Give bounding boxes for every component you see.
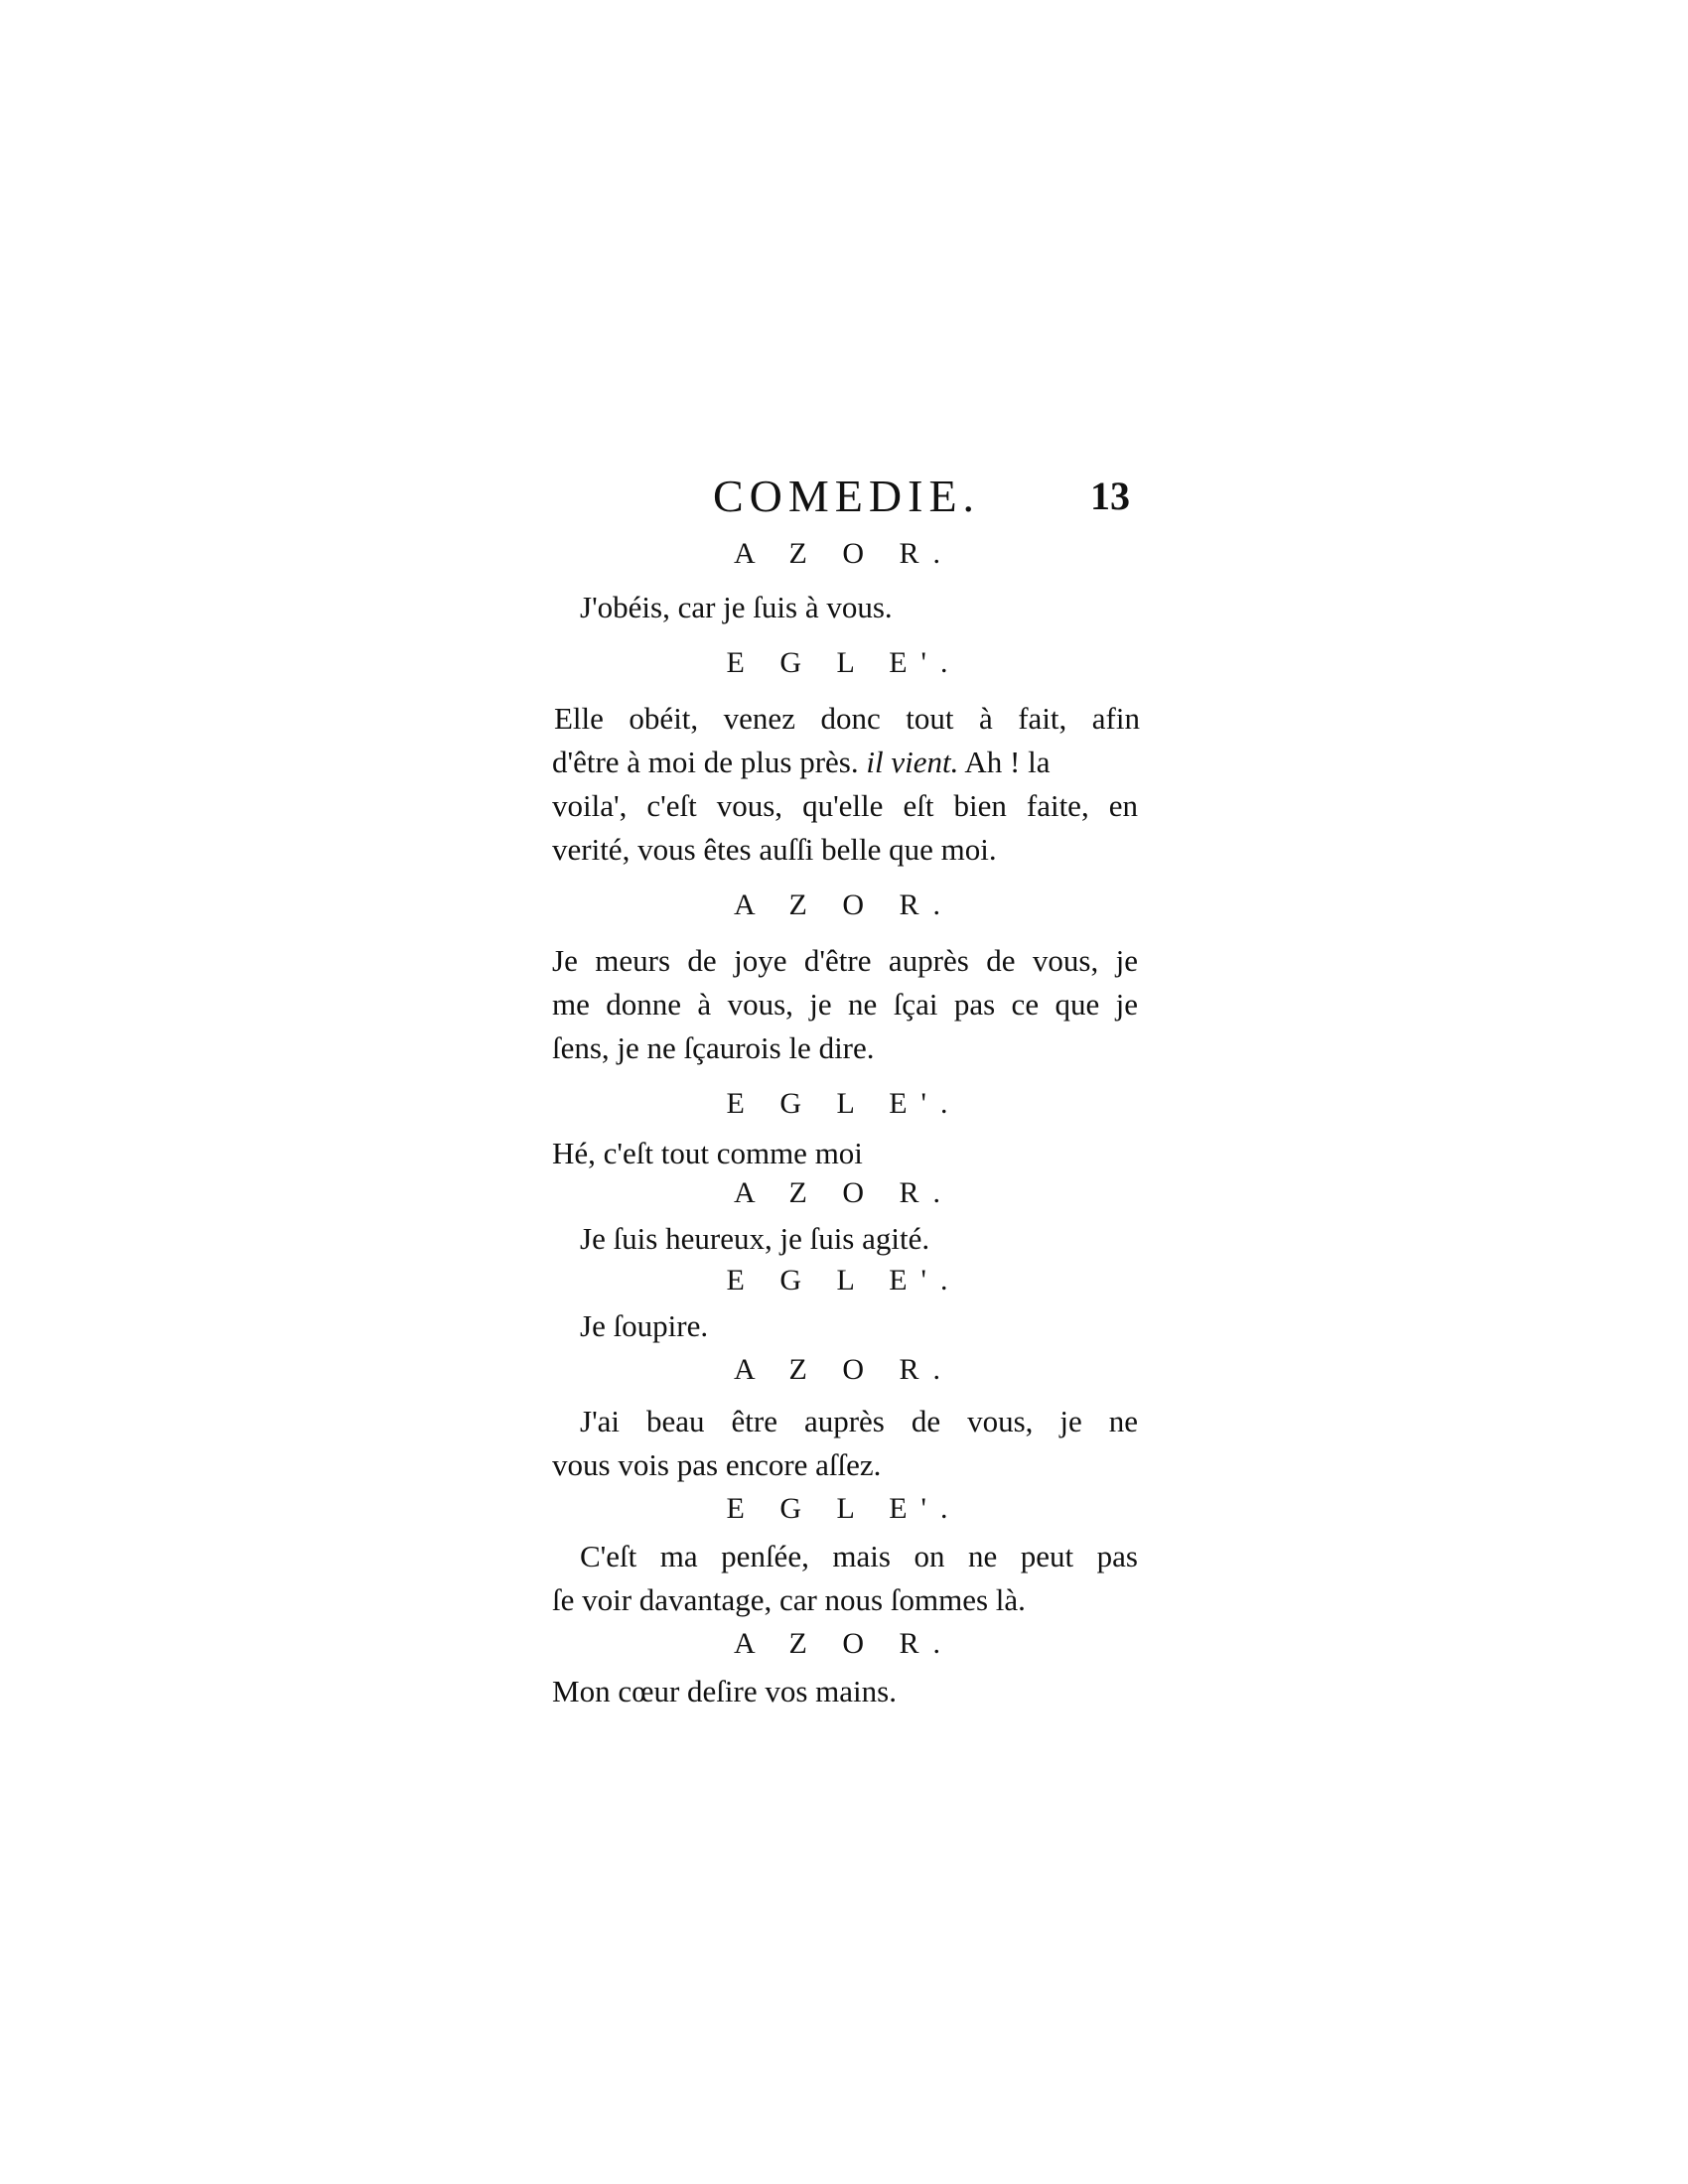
page-number: 13 [1090, 474, 1130, 518]
dialogue-line: vous vois pas encore aſſez. [552, 1447, 882, 1482]
dialogue-line: Je meurs de joye d'être auprès de vous, je [552, 943, 1138, 978]
dialogue-line: voila', c'eſt vous, qu'elle eſt bien faite, en [552, 788, 1138, 823]
dialogue-line: Elle obéit, venez donc tout à fait, afin [554, 701, 1140, 736]
speaker-name: A Z O R. [733, 1353, 954, 1386]
dialogue-line: ſe voir davantage, car nous ſommes là. [552, 1582, 1026, 1617]
speaker-name: A Z O R. [733, 888, 954, 921]
speaker-name: E G L E'. [726, 1087, 962, 1120]
dialogue-line: verité, vous êtes auſſi belle que moi. [552, 832, 997, 867]
dialogue-line: C'eſt ma penſée, mais on ne peut pas [580, 1539, 1138, 1573]
dialogue-line: Je ſoupire. [580, 1308, 709, 1343]
dialogue-line: ſens, je ne ſçaurois le dire. [552, 1030, 875, 1065]
speaker-name: E G L E'. [726, 1492, 962, 1525]
dialogue-line: Je ſuis heureux, je ſuis agité. [580, 1221, 930, 1256]
dialogue-line [552, 741, 1050, 784]
dialogue-line: Hé, c'eſt tout comme moi [552, 1136, 863, 1170]
dialogue-line-text: Ah ! la [964, 745, 1051, 779]
speaker-name: A Z O R. [733, 1176, 954, 1209]
dialogue-line: J'ai beau être auprès de vous, je ne [580, 1404, 1138, 1438]
dialogue-line-text: d'être à moi de plus près. [552, 745, 859, 779]
speaker-name: E G L E'. [726, 1264, 962, 1297]
dialogue-line: me donne à vous, je ne ſçai pas ce que je [552, 987, 1138, 1022]
speaker-name: E G L E'. [726, 646, 962, 679]
speaker-name: A Z O R. [733, 1627, 954, 1660]
speaker-name: A Z O R. [733, 537, 954, 570]
stage-direction: il vient. [866, 745, 959, 779]
dialogue-line: Mon cœur deſire vos mains. [552, 1674, 897, 1708]
dialogue-line: J'obéis, car je ſuis à vous. [580, 590, 893, 624]
running-title: COMEDIE. [713, 471, 981, 521]
